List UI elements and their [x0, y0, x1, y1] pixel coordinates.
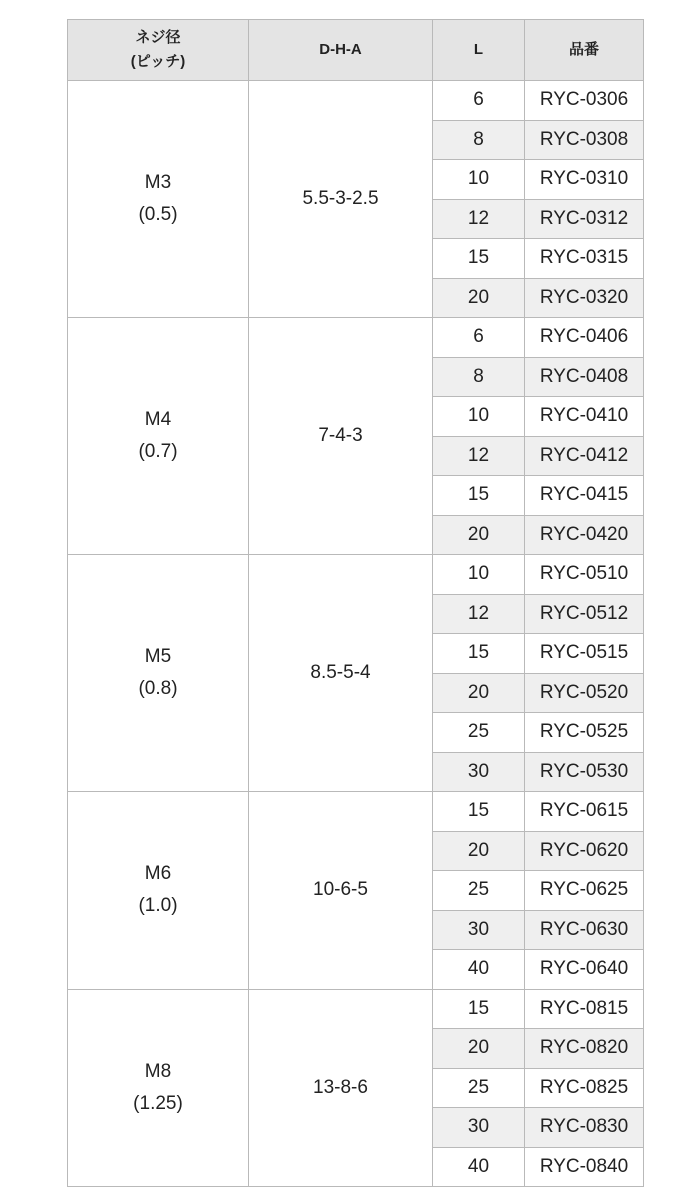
length-value: 20 — [433, 1029, 525, 1069]
part-number-value: RYC-0815 — [525, 989, 644, 1029]
length-value: 30 — [433, 1108, 525, 1148]
part-number-value: RYC-0640 — [525, 950, 644, 990]
length-value: 15 — [433, 634, 525, 674]
part-number-value: RYC-0412 — [525, 436, 644, 476]
thread-size-cell — [68, 792, 249, 990]
length-value: 10 — [433, 555, 525, 595]
part-number-value: RYC-0410 — [525, 397, 644, 437]
pitch-value: (1.0) — [138, 895, 178, 917]
part-number-value: RYC-0825 — [525, 1068, 644, 1108]
header-thread-size-label: ネジ径 — [135, 29, 181, 46]
part-number-value: RYC-0520 — [525, 673, 644, 713]
part-number-value: RYC-0630 — [525, 910, 644, 950]
header-dha: D-H-A — [249, 20, 433, 81]
part-number-value: RYC-0525 — [525, 713, 644, 753]
dha-value: 7-4-3 — [249, 318, 433, 555]
length-value: 12 — [433, 594, 525, 634]
length-value: 15 — [433, 476, 525, 516]
part-number-value: RYC-0512 — [525, 594, 644, 634]
length-value: 15 — [433, 239, 525, 279]
thread-size-cell — [68, 555, 249, 792]
length-value: 30 — [433, 910, 525, 950]
spec-table — [67, 19, 644, 1187]
dha-value: 13-8-6 — [249, 989, 433, 1187]
length-value: 25 — [433, 713, 525, 753]
length-value: 20 — [433, 278, 525, 318]
table-row — [68, 81, 644, 121]
thread-size-cell — [68, 81, 249, 318]
part-number-value: RYC-0515 — [525, 634, 644, 674]
part-number-value: RYC-0840 — [525, 1147, 644, 1187]
length-value: 15 — [433, 792, 525, 832]
part-number-value: RYC-0406 — [525, 318, 644, 358]
length-value: 20 — [433, 515, 525, 555]
length-value: 40 — [433, 950, 525, 990]
length-value: 25 — [433, 1068, 525, 1108]
length-value: 8 — [433, 120, 525, 160]
pitch-value: (0.7) — [138, 441, 178, 462]
thread-size-cell — [68, 989, 249, 1187]
length-value: 6 — [433, 318, 525, 358]
pitch-value: (1.25) — [133, 1092, 183, 1114]
part-number-value: RYC-0320 — [525, 278, 644, 318]
part-number-value: RYC-0315 — [525, 239, 644, 279]
length-value: 8 — [433, 357, 525, 397]
header-row — [68, 20, 644, 81]
thread-size-value: M6 — [144, 863, 172, 885]
part-number-value: RYC-0530 — [525, 752, 644, 792]
length-value: 15 — [433, 989, 525, 1029]
part-number-value: RYC-0408 — [525, 357, 644, 397]
part-number-value: RYC-0510 — [525, 555, 644, 595]
part-number-value: RYC-0415 — [525, 476, 644, 516]
part-number-value: RYC-0306 — [525, 81, 644, 121]
part-number-value: RYC-0820 — [525, 1029, 644, 1069]
part-number-value: RYC-0620 — [525, 831, 644, 871]
length-value: 20 — [433, 831, 525, 871]
length-value: 10 — [433, 397, 525, 437]
dha-value: 8.5-5-4 — [249, 555, 433, 792]
length-value: 40 — [433, 1147, 525, 1187]
length-value: 20 — [433, 673, 525, 713]
thread-size-value: M5 — [144, 646, 172, 667]
length-value: 10 — [433, 160, 525, 200]
table-row — [68, 792, 644, 832]
length-value: 25 — [433, 871, 525, 911]
part-number-value: RYC-0615 — [525, 792, 644, 832]
pitch-value: (0.5) — [138, 204, 178, 225]
thread-size-value: M3 — [144, 172, 172, 193]
thread-size-value: M4 — [144, 409, 172, 430]
header-thread-size — [68, 20, 249, 81]
part-number-value: RYC-0420 — [525, 515, 644, 555]
thread-size-value: M8 — [144, 1060, 172, 1082]
dha-value: 5.5-3-2.5 — [249, 81, 433, 318]
pitch-value: (0.8) — [138, 678, 178, 699]
thread-size-cell — [68, 318, 249, 555]
part-number-value: RYC-0830 — [525, 1108, 644, 1148]
header-part-number: 品番 — [525, 20, 644, 81]
table-header — [68, 20, 644, 81]
part-number-value: RYC-0625 — [525, 871, 644, 911]
header-length: L — [433, 20, 525, 81]
table-row — [68, 318, 644, 358]
part-number-value: RYC-0310 — [525, 160, 644, 200]
length-value: 6 — [433, 81, 525, 121]
table-row — [68, 555, 644, 595]
length-value: 30 — [433, 752, 525, 792]
table-row — [68, 989, 644, 1029]
dha-value: 10-6-5 — [249, 792, 433, 990]
length-value: 12 — [433, 199, 525, 239]
part-number-value: RYC-0312 — [525, 199, 644, 239]
table-body — [68, 81, 644, 1187]
length-value: 12 — [433, 436, 525, 476]
header-pitch-label: (ピッチ) — [130, 53, 186, 70]
part-number-value: RYC-0308 — [525, 120, 644, 160]
